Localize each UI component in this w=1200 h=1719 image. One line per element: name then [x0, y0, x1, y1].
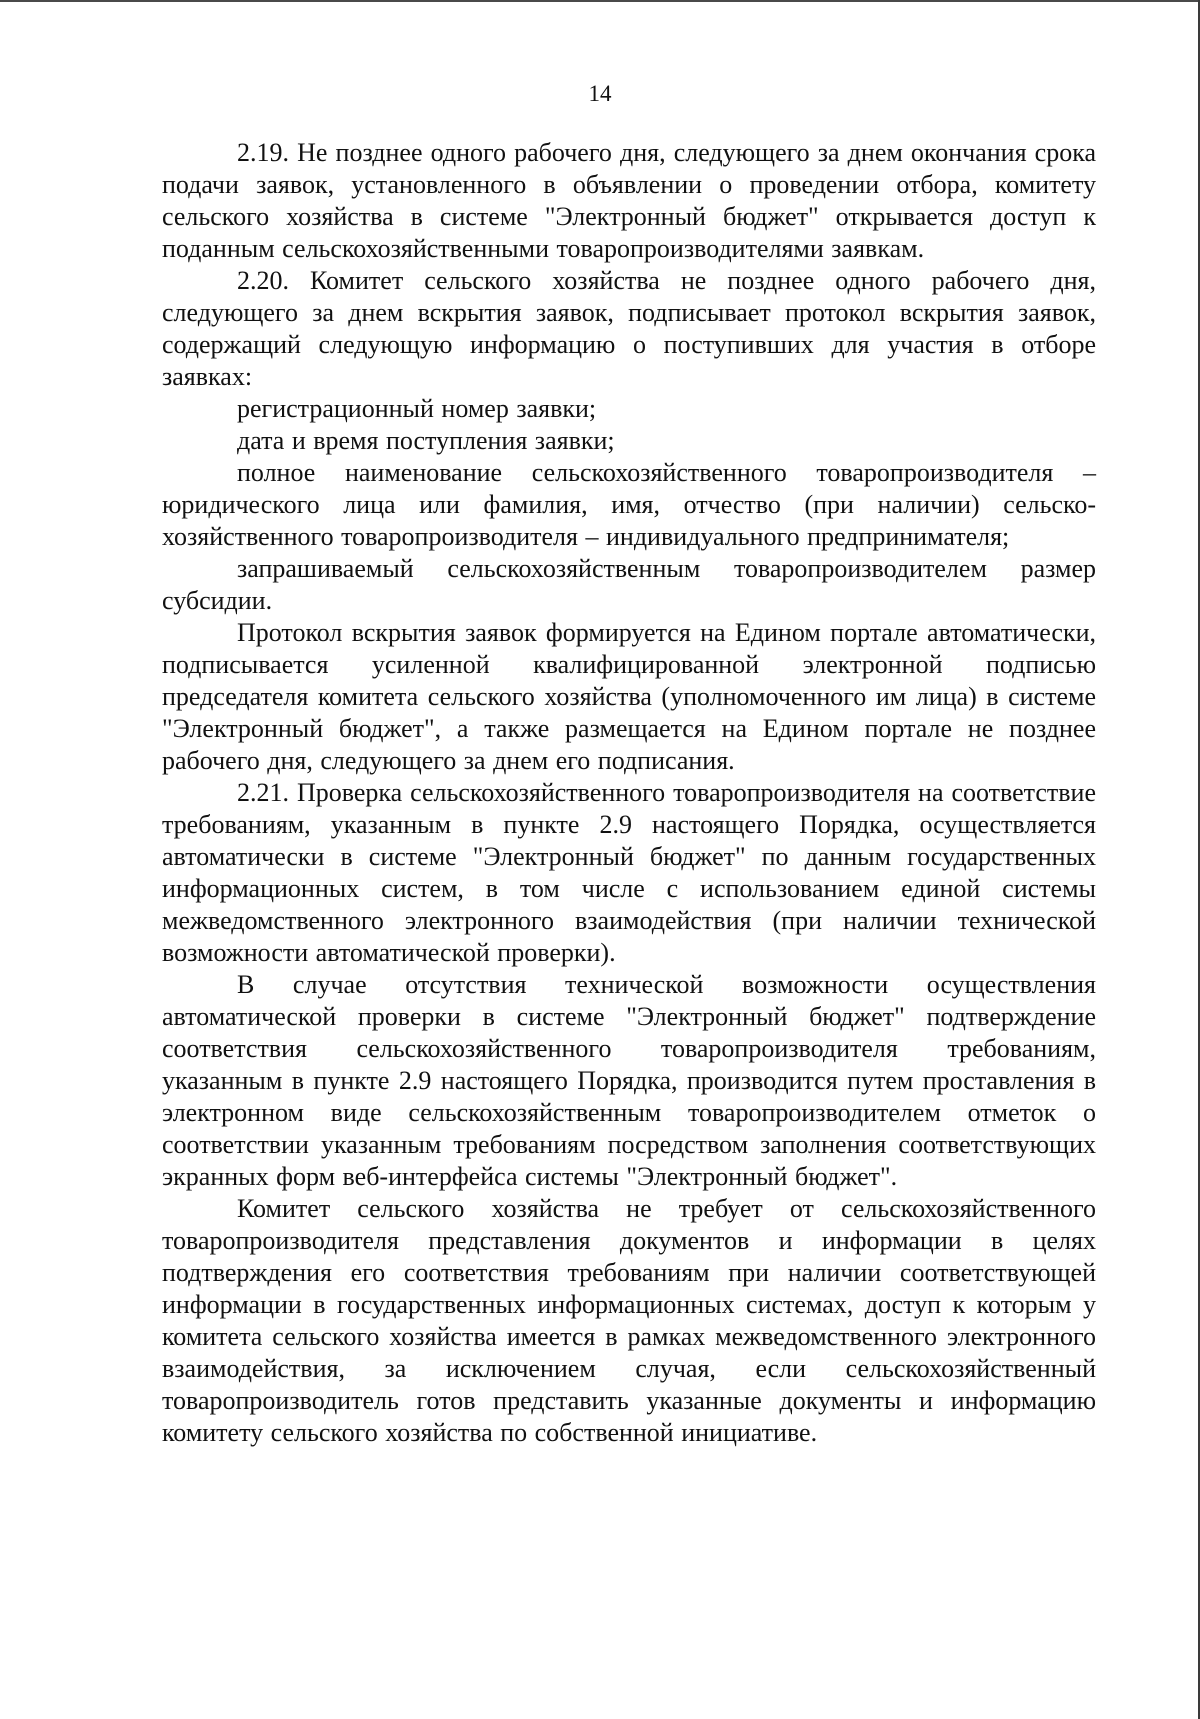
paragraph-2-21: 2.21. Проверка сельскохозяйственного товаропроизводителя на соответствие требованиям, указанным в пункте 2.9 настоящего Порядка, осуществляется автоматически в системе "Электронный бюджет" по данным государственных информационных систем, в том числе с использованием единой системы межведомственного электронного взаимодействия (при наличии технической возможности автоматической проверки).	[162, 778, 1096, 967]
scan-edge-top	[0, 0, 1200, 2]
list-item-date-time: дата и время поступления заявки;	[237, 426, 615, 455]
paragraph-no-technical-possibility: В случае отсутствия технической возможности осуществления автоматической проверки в системе "Электронный бюджет" подтверждение соответствия сельскохозяйственного товаропроизводителя требованиям, указанным в пункте 2.9 настоящего Порядка, производится путем проставления в электронном виде сельскохозяйственным товаропроизводителем отметок о соответствии указанным требованиям посредством заполнения соответствующих экранных форм веб-интерфейса системы "Электронный бюджет".	[162, 970, 1096, 1191]
page-number: 14	[588, 81, 612, 106]
list-item-full-name: полное наименование сельскохозяйственного товаропроизводителя – юридического лица или фамилия, имя, отчество (при наличии) сельскохозяйственного товаропроизводителя – индивидуального предпринимателя;	[162, 458, 1096, 551]
paragraph-2-19: 2.19. Не позднее одного рабочего дня, следующего за днем окончания срока подачи заявок, установленного в объявлении о проведении отбора, комитету сельского хозяйства в системе "Электронный бюджет" открывается доступ к поданным сельскохозяйственными товаропроизводителями заявкам.	[162, 138, 1096, 263]
list-item-registration-number: регистрационный номер заявки;	[237, 394, 597, 423]
paragraph-committee-requirements: Комитет сельского хозяйства не требует от сельскохозяйственного товаропроизводителя представления документов и информации в целях подтверждения его соответствия требованиям при наличии соответствующей информации в государственных информационных системах, доступ к которым у комитета сельского хозяйства имеется в рамках межведомственного электронного взаимодействия, за исключением случая, если сельскохозяйственный товаропроизводитель готов представить указанные документы и информацию комитету сельского хозяйства по собственной инициативе.	[162, 1194, 1096, 1447]
list-item-subsidy-amount: запрашиваемый сельскохозяйственным товаропроизводителем размер субсидии.	[162, 554, 1096, 615]
document-body	[162, 137, 1096, 1449]
paragraph-protocol: Протокол вскрытия заявок формируется на Едином портале автоматически, подписывается усиленной квалифицированной электронной подписью председателя комитета сельского хозяйства (уполномоченного им лица) в системе "Электронный бюджет", а также размещается на Едином портале не позднее рабочего дня, следующего за днем его подписания.	[162, 618, 1096, 775]
paragraph-2-20: 2.20. Комитет сельского хозяйства не позднее одного рабочего дня, следующего за днем вскрытия заявок, подписывает протокол вскрытия заявок, содержащий следующую информацию о поступивших для участия в отборе заявках:	[162, 266, 1096, 391]
